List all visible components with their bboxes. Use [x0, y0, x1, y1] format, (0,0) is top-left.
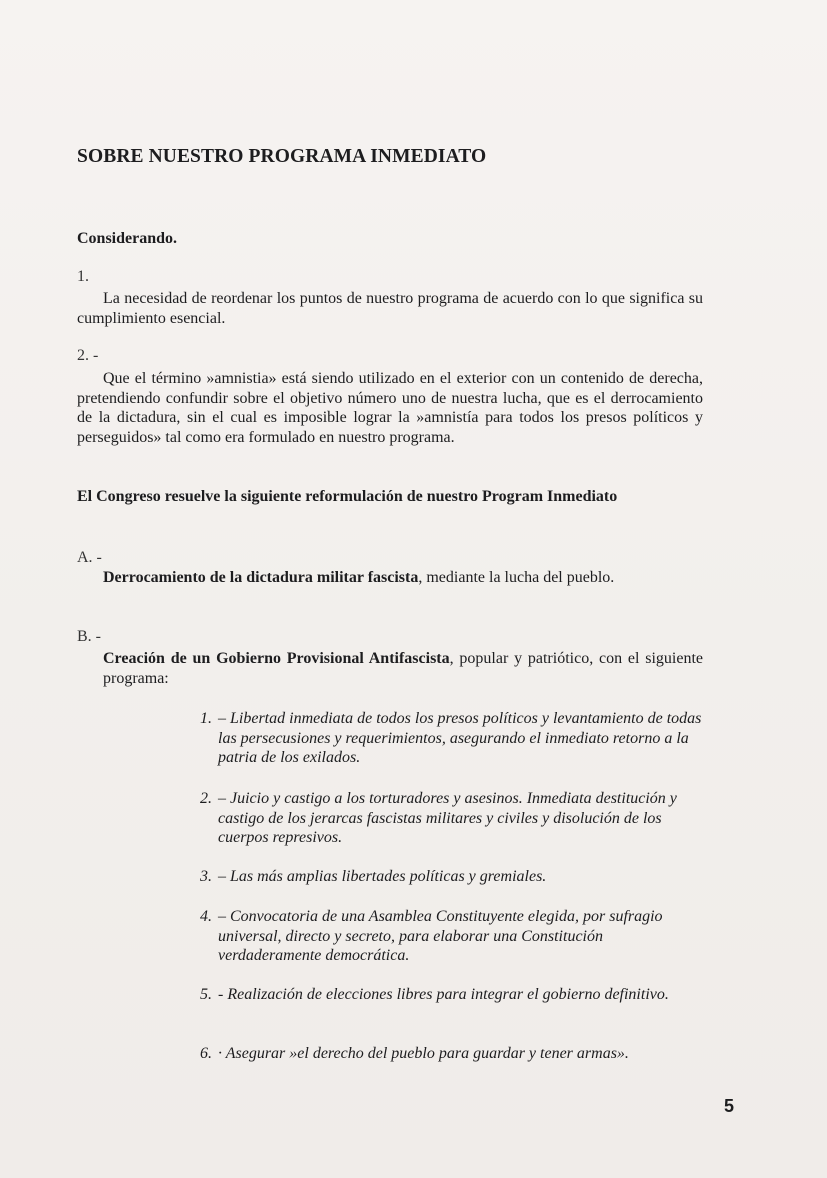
- program-item-text: – Libertad inmediata de todos los presos políticos y levantamiento de todas las persecusiones y requerimientos, asegurando el inmediato retorno a la patria de los exilados.: [218, 710, 702, 766]
- section-text-a: [103, 568, 703, 588]
- program-item-text: – Juicio y castigo a los torturadores y asesinos. Inmediata destitución y castigo de los jerarcas fascistas militares y civiles y disolución de los cuerpos represivos.: [218, 790, 677, 846]
- program-item-number: 2.: [200, 790, 212, 807]
- program-item-6: [200, 1044, 704, 1064]
- program-item-number: 6.: [200, 1045, 212, 1062]
- considerando-heading: Considerando.: [77, 230, 178, 247]
- point-text-1: La necesidad de reordenar los puntos de nuestro programa de acuerdo con lo que significa su cumplimiento esencial.: [77, 290, 703, 327]
- program-item-number: 4.: [200, 908, 212, 925]
- point-number-1: 1.: [77, 268, 89, 285]
- program-item-2: [200, 789, 704, 848]
- program-item-number: 3.: [200, 868, 212, 885]
- program-item-text: - Realización de elecciones libres para integrar el gobierno definitivo.: [218, 986, 669, 1003]
- section-b-rest: , popular y patriótico, con el siguiente programa:: [103, 650, 703, 687]
- section-b-bold: Creación de un Gobierno Provisional Antifascista: [103, 650, 450, 667]
- resolution-text: El Congreso resuelve la siguiente reformulación de nuestro Program Inmediato: [77, 488, 618, 505]
- section-a-bold: Derrocamiento de la dictadura militar fascista: [103, 569, 419, 586]
- section-letter-b: B. -: [77, 628, 101, 645]
- program-item-5: [200, 985, 704, 1005]
- section-letter-a: A. -: [77, 549, 102, 566]
- document-title: SOBRE NUESTRO PROGRAMA INMEDIATO: [77, 146, 487, 167]
- point-text-2: Que el término »amnistia» está siendo utilizado en el exterior con un contenido de derecha, pretendiendo confundir sobre el objetivo número uno de nuestra lucha, que es el derrocamiento de la dictadura, sin el cual es imposible lograr la »amnistía para todos los presos políticos y perseguidos» tal como era formulado en nuestro programa.: [77, 370, 703, 446]
- program-item-number: 1.: [200, 710, 212, 727]
- point-number-2: 2. -: [77, 347, 99, 364]
- program-item-1: [200, 709, 704, 768]
- page-number: 5: [724, 1096, 735, 1116]
- program-item-text: – Convocatoria de una Asamblea Constituyente elegida, por sufragio universal, directo y secreto, para elaborar una Constitución verdaderamente democrática.: [218, 908, 663, 964]
- program-item-4: [200, 907, 704, 966]
- section-a-rest: , mediante la lucha del pueblo.: [418, 569, 615, 586]
- program-item-number: 5.: [200, 986, 212, 1003]
- program-item-text: – Las más amplias libertades políticas y gremiales.: [218, 868, 547, 885]
- section-text-b: [103, 649, 703, 688]
- program-item-3: [200, 867, 704, 887]
- program-item-text: · Asegurar »el derecho del pueblo para guardar y tener armas».: [218, 1045, 629, 1062]
